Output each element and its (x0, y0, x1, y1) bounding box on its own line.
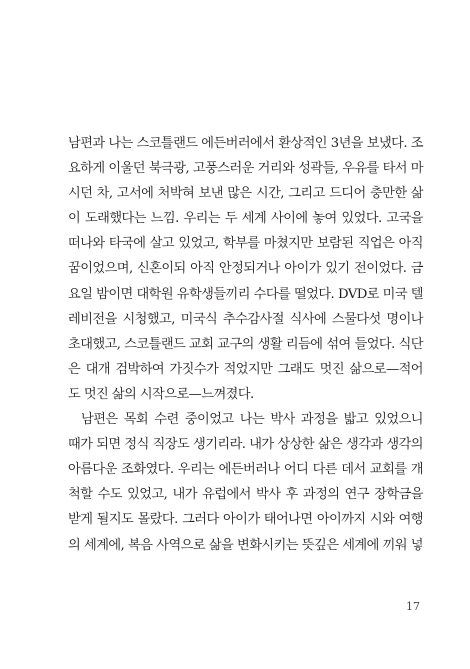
text-line: 받게 될지도 몰랐다. 그러다 아이가 태어나면 아이까지 시와 여행 (68, 512, 423, 528)
paragraph (68, 407, 423, 558)
text-line: 꿈이었으며, 신혼이되 아직 안정되거나 아이가 있기 전이었다. 금 (68, 261, 423, 277)
body-text (68, 131, 423, 558)
text-line: 도 멋진 삶의 시작으로—느껴졌다. (68, 386, 254, 402)
text-line: 은 대개 검박하여 가짓수가 적었지만 그래도 멋진 삶으로—적어 (68, 361, 423, 377)
text-line: 시던 차, 고서에 처박혀 보낸 많은 시간, 그리고 드디어 충만한 삶 (68, 186, 423, 202)
text-line: 의 세계에, 복음 사역으로 삶을 변화시키는 뜻깊은 세계에 끼워 넣 (68, 537, 423, 553)
text-line: 때가 되면 정식 직장도 생기리라. 내가 상상한 삶은 생각과 생각의 (68, 437, 423, 453)
text-line: 떠나와 타국에 살고 있었고, 학부를 마쳤지만 보람된 직업은 아직 (68, 236, 423, 252)
page-number: 17 (406, 600, 420, 613)
text-line: 이 도래했다는 느낌. 우리는 두 세계 사이에 놓여 있었다. 고국을 (68, 211, 423, 227)
paragraph (68, 131, 423, 407)
text-line: 척할 수도 있었고, 내가 유럽에서 박사 후 과정의 연구 장학금을 (68, 487, 423, 503)
text-line: 남편은 목회 수련 중이었고 나는 박사 과정을 밟고 있었으니 (81, 412, 423, 428)
text-line: 남편과 나는 스코틀랜드 에든버러에서 환상적인 3년을 보냈다. 조 (68, 136, 423, 151)
text-line: 레비전을 시청했고, 미국식 추수감사절 식사에 스물다섯 명이나 (68, 311, 423, 327)
text-line: 요일 밤이면 대학원 유학생들끼리 수다를 떨었다. DVD로 미국 텔 (68, 286, 423, 302)
text-line: 요하게 이울던 북극광, 고풍스러운 거리와 성곽들, 우유를 타서 마 (68, 161, 423, 177)
text-line: 초대했고, 스코틀랜드 교회 교구의 생활 리듬에 섞여 들었다. 식단 (68, 336, 423, 352)
text-line: 아름다운 조화였다. 우리는 에든버러나 어디 다른 데서 교회를 개 (68, 462, 423, 478)
